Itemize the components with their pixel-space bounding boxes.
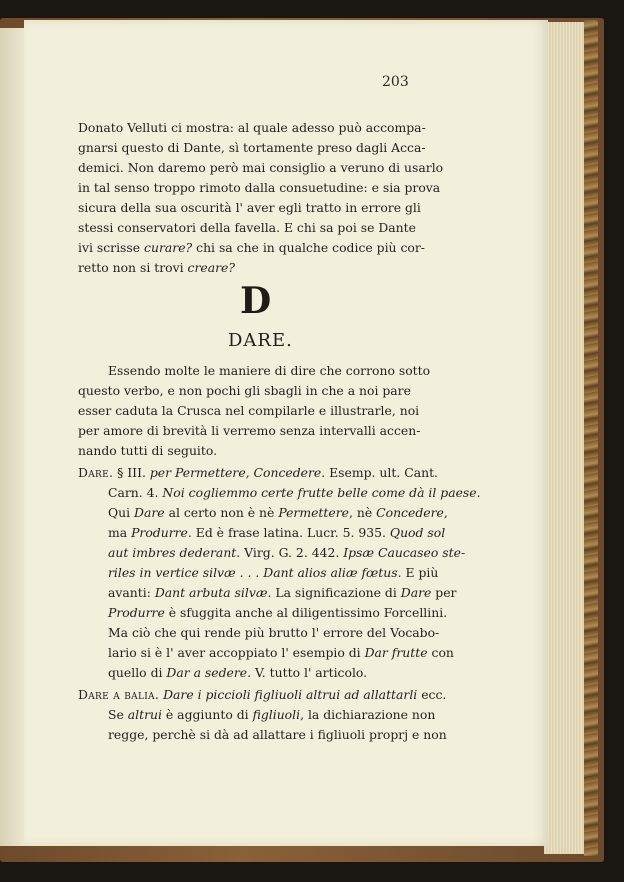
page-number: 203: [382, 74, 409, 90]
text-line: in tal senso troppo rimoto dalla consuetudine: e sia prova: [78, 180, 441, 195]
entry-line: riles in vertice silvæ . . . Dant alios aliæ fœtus. E più: [108, 565, 439, 580]
entry-line: ma Produrre. Ed è frase latina. Lucr. 5. 935. Quod sol: [108, 525, 446, 540]
text-line: demici. Non daremo però mai consiglio a veruno di usarlo: [78, 160, 444, 175]
entry-line: Ma ciò che qui rende più brutto l' errore del Vocabo-: [108, 625, 440, 640]
entry-line: Dare. § III. per Permettere, Concedere. Esemp. ult. Cant.: [78, 465, 438, 480]
entry-line: Se altrui è aggiunto di figliuoli, la dichiarazione non: [108, 707, 436, 722]
text-line: per amore di brevità li verremo senza intervalli accen-: [78, 423, 421, 438]
entry-line: Dare a balia. Dare i piccioli figliuoli altrui ad allattarli ecc.: [78, 687, 447, 702]
text-line: nando tutti di seguito.: [78, 443, 218, 458]
entry-line: lario si è l' aver accoppiato l' esempio di Dar frutte con: [108, 645, 454, 660]
entry-line: avanti: Dant arbuta silvæ. La significazione di Dare per: [108, 585, 457, 600]
entry-line: Carn. 4. Noi cogliemmo certe frutte belle come dà il paese.: [108, 485, 481, 500]
entry-line: Qui Dare al certo non è nè Permettere, nè Concedere,: [108, 505, 448, 520]
text-line: Essendo molte le maniere di dire che corrono sotto: [108, 363, 431, 378]
left-page-edge: [0, 28, 25, 846]
text-line: stessi conservatori della favella. E chi sa poi se Dante: [78, 220, 416, 235]
entry-line: Produrre è sfuggita anche al diligentissimo Forcellini.: [108, 605, 448, 620]
text-line: gnarsi questo di Dante, sì tortamente preso dagli Acca-: [78, 140, 426, 155]
entry-line: aut imbres dederant. Virg. G. 2. 442. Ipsæ Caucaseo ste-: [108, 545, 466, 560]
entry-head: Dare.: [78, 465, 114, 480]
entry-line: quello di Dar a sedere. V. tutto l' articolo.: [108, 665, 368, 680]
section-letter: D: [240, 280, 272, 322]
text-line: retto non si trovi creare?: [78, 260, 235, 275]
text-line: sicura della sua oscurità l' aver egli tratto in errore gli: [78, 200, 421, 215]
text-line: questo verbo, e non pochi gli sbagli in che a noi pare: [78, 383, 411, 398]
text-line: Donato Velluti ci mostra: al quale adesso può accompa-: [78, 120, 426, 135]
text-line: esser caduta la Crusca nel compilarle e illustrarle, noi: [78, 403, 420, 418]
text-line: ivi scrisse curare? chi sa che in qualche codice più cor-: [78, 240, 425, 255]
entry-head: Dare a balia.: [78, 687, 160, 702]
marbled-edge: [584, 20, 598, 856]
section-heading: DARE.: [228, 330, 293, 351]
entry-line: regge, perchè si dà ad allattare i figliuoli proprj e non: [108, 727, 447, 742]
